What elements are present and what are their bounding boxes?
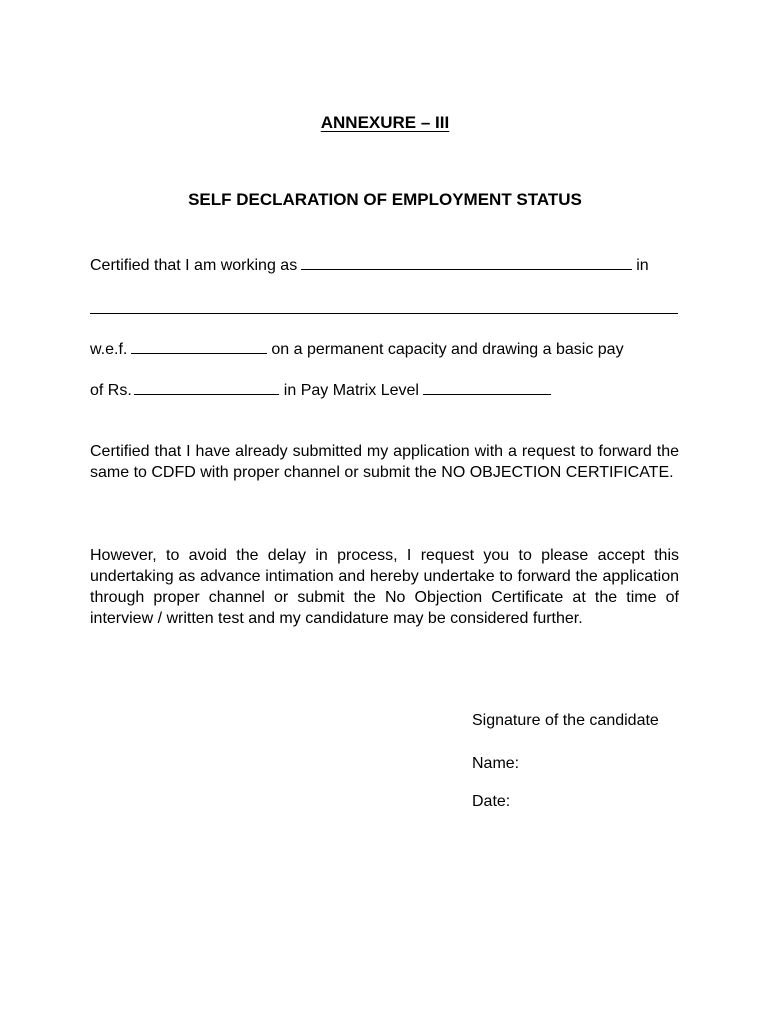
organisation-line <box>90 299 678 319</box>
pay-matrix-level-blank[interactable] <box>423 380 551 395</box>
signature-label: Signature of the candidate <box>472 712 659 729</box>
in-label: in <box>636 257 649 274</box>
designation-blank[interactable] <box>301 255 632 270</box>
page-title: SELF DECLARATION OF EMPLOYMENT STATUS <box>188 190 582 209</box>
working-as-label: Certified that I am working as <box>90 257 298 274</box>
date-label: Date: <box>472 793 511 810</box>
submission-paragraph: Certified that I have already submitted my application with a request to forward the same to CDFD with proper channel or submit the NO OBJECTION CERTIFICATE. <box>90 443 679 481</box>
pay-matrix-label: in Pay Matrix Level <box>283 382 419 399</box>
wef-label: w.e.f. <box>90 341 128 358</box>
undertaking-paragraph: However, to avoid the delay in process, I request you to please accept this undertaking as advance intimation and hereby undertake to forward the application through proper channel or submit the No Objection Certificate at the time of interview / written test and my candidature may be considered further. <box>90 547 679 627</box>
wef-line <box>90 339 624 359</box>
working-as-line <box>90 255 649 275</box>
permanent-capacity-text: on a permanent capacity and drawing a basic pay <box>271 341 624 358</box>
name-label: Name: <box>472 755 520 772</box>
basic-pay-line <box>90 380 551 400</box>
rs-label: of Rs. <box>90 382 132 399</box>
organisation-blank[interactable] <box>90 299 678 314</box>
wef-date-blank[interactable] <box>131 339 267 354</box>
annexure-heading: ANNEXURE – III <box>320 113 450 132</box>
basic-pay-blank[interactable] <box>134 380 279 395</box>
